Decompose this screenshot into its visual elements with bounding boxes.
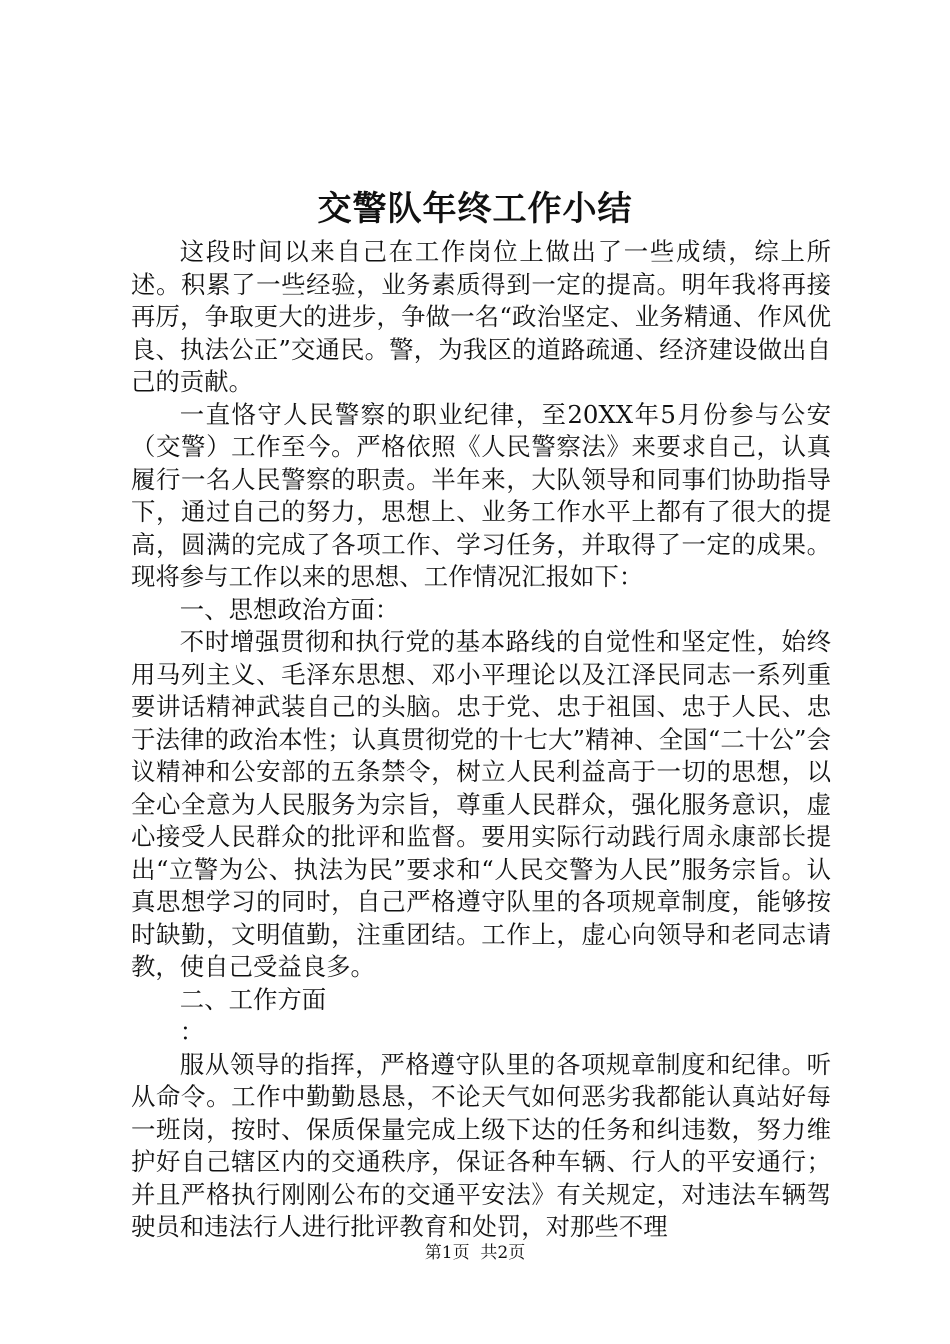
page-footer <box>0 1242 950 1264</box>
document-title: 交警队年终工作小结 <box>317 189 633 229</box>
paragraph-background: 一直恪守人民警察的职业纪律，至20XX年5月份参与公安（交警）工作至今。严格依照《人民警察法》来要求自己，认真履行一名人民警察的职责。半年来，大队领导和同事们协助指导下，通过自己的努力，思想上、业务工作水平上都有了很大的提高，圆满的完成了各项工作、学习任务，并取得了一定的成果。现将参与工作以来的思想、工作情况汇报如下： <box>131 399 831 591</box>
paragraph-intro: 这段时间以来自己在工作岗位上做出了一些成绩，综上所述。积累了一些经验，业务素质得到一定的提高。明年我将再接再厉，争取更大的进步，争做一名“政治坚定、业务精通、作风优良、执法公正”交通民。警，为我区的道路疏通、经济建设做出自己的贡献。 <box>131 237 831 396</box>
section-heading-political: 一、思想政治方面： <box>179 594 400 624</box>
section-heading-colon: ： <box>179 1017 205 1046</box>
paragraph-work: 服从领导的指挥，严格遵守队里的各项规章制度和纪律。听从命令。工作中勤勤恳恳，不论天气如何恶劣我都能认真站好每一班岗，按时、保质保量完成上级下达的任务和纠违数，努力维护好自己辖区内的交通秩序，保证各种车辆、行人的平安通行；并且严格执行刚刚公布的交通平安法》有关规定，对违法车辆驾驶员和违法行人进行批评教育和处罚，对那些不理 <box>131 1049 831 1241</box>
section-heading-work: 二、工作方面 <box>179 984 327 1014</box>
paragraph-political: 不时增强贯彻和执行党的基本路线的自觉性和坚定性，始终用马列主义、毛泽东思想、邓小平理论以及江泽民同志一系列重要讲话精神武装自己的头脑。忠于党、忠于祖国、忠于人民、忠于法律的政治本性；认真贯彻党的十七大”精神、全国“二十公”会议精神和公安部的五条禁令，树立人民利益高于一切的思想，以全心全意为人民服务为宗旨，尊重人民群众，强化服务意识，虚心接受人民群众的批评和监督。要用实际行动践行周永康部长提出“立警为公、执法为民”要求和“人民交警为人民”服务宗旨。认真思想学习的同时，自己严格遵守队里的各项规章制度，能够按时缺勤，文明值勤，注重团结。工作上，虚心向领导和老同志请教，使自己受益良多。 <box>131 627 831 981</box>
page-number-label: 第1页 共2页 <box>424 1243 526 1263</box>
document-body <box>131 236 831 1244</box>
